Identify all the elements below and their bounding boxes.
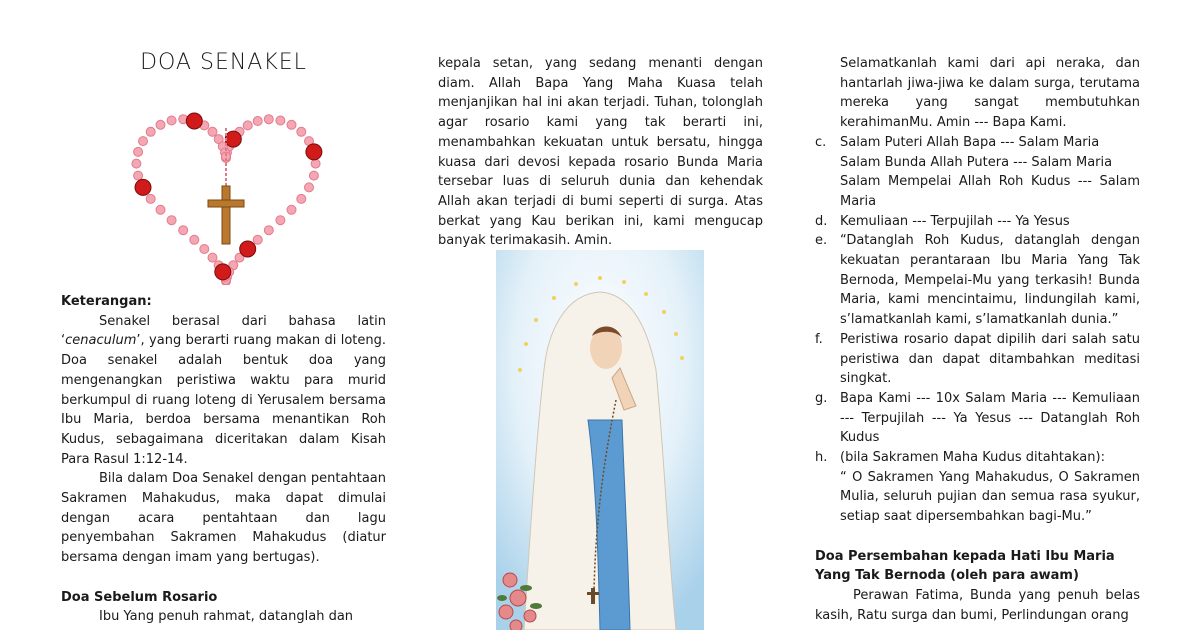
rosary-bead: [134, 147, 143, 156]
rose-icon: [306, 144, 322, 160]
rosary-bead: [156, 205, 165, 214]
rosary-bead: [190, 235, 199, 244]
rosary-bead: [179, 226, 188, 235]
rosary-bead: [146, 194, 155, 203]
page-title: DOA SENAKEL: [140, 50, 307, 75]
rosary-bead: [156, 120, 165, 129]
list-item: h. (bila Sakramen Maha Kudus ditahtakan):: [815, 450, 1105, 466]
list-item: “ O Sakramen Yang Mahakudus, O Sakramen Mulia, seluruh pujian dan semua rasa syukur, setiap saat dipersembahkan bagi-Mu.”: [840, 469, 1140, 525]
rose-icon: [240, 241, 256, 257]
rosary-heart-illustration: [116, 80, 336, 285]
list-item: Salam Bunda Allah Putera --- Salam Maria: [840, 154, 1113, 170]
rosary-bead: [297, 194, 306, 203]
list-item: e. “Datanglah Roh Kudus, datanglah dengan kekuatan perantaraan Ibu Maria Yang Tak Bernoda, Mempelai-Mu yang terkasih! Bunda Maria, kami mencintaimu, lindungilah kami, s’lamatkanlah kami, s’lamatkanlah dunia.”: [815, 233, 1140, 328]
rosary-bead: [132, 159, 141, 168]
rose-icon: [135, 179, 151, 195]
rose-icon: [215, 264, 231, 280]
senakel-paragraph: Bila dalam Doa Senakel dengan pentahtaan Sakramen Mahakudus, maka dapat dimulai dengan acara pentahtaan dan lagu penyembahan Sakramen Mahakudus (diatur bersama dengan imam yang bertugas).: [61, 471, 386, 566]
prayer-continuation-2: Selamatkanlah kami dari api neraka, dan hantarlah jiwa-jiwa ke dalam surga, terutama mereka yang sangat membutuhkan kerahimanMu. Amin --- Bapa Kami.: [840, 56, 1140, 131]
keterangan-paragraph: Senakel berasal dari bahasa latin ‘cenaculum’, yang berarti ruang makan di loteng. Doa senakel adalah bentuk doa yang mengenangkan peristiwa waktu para murid berkumpul di ruang loteng di Yerusalem bersama Ibu Maria, berdoa bersama menantikan Roh Kudus, sebagaimana diceritakan dalam Kisah Para Rasul 1:12-14.: [61, 313, 386, 467]
rosary-bead: [134, 171, 143, 180]
list-item: d. Kemuliaan --- Terpujilah --- Ya Yesus: [815, 213, 1070, 229]
rosary-bead: [297, 127, 306, 136]
rose-icon: [225, 131, 241, 147]
list-item: Salam Mempelai Allah Roh Kudus --- Salam Maria: [840, 174, 1140, 209]
persembahan-paragraph: Perawan Fatima, Bunda yang penuh belas kasih, Ratu surga dan bumi, Perlindungan orang: [815, 587, 1140, 623]
prayer-continuation: kepala setan, yang sedang menanti dengan diam. Allah Bapa Yang Maha Kuasa telah menjanjikan hal ini akan terjadi. Tuhan, tolonglah agar rosario kami yang tak berarti ini, menambahkan kekuatan untuk bersatu, hingga kuasa dari devosi kepada rosario Bunda Maria tersebar luas di seluruh dunia dan kehendak Allah akan terjadi di bumi seperti di surga. Atas berkat yang Kau berikan ini, kami mengucap banyak terimakasih. Amin.: [438, 56, 763, 249]
rosary-bead: [146, 127, 155, 136]
rosary-bead: [311, 159, 320, 168]
rosario-paragraph: Ibu Yang penuh rahmat, datanglah dan: [99, 609, 354, 625]
rosary-bead: [264, 115, 273, 124]
rosary-bead: [276, 216, 285, 225]
rosary-bead: [167, 116, 176, 125]
rosary-bead: [167, 216, 176, 225]
rosario-heading: Doa Sebelum Rosario: [61, 589, 218, 605]
rosary-bead: [139, 137, 148, 146]
rosary-bead: [287, 120, 296, 129]
rosary-bead: [208, 253, 217, 262]
rosary-bead: [253, 117, 262, 126]
rosary-bead: [264, 226, 273, 235]
rosary-bead: [208, 127, 217, 136]
rosary-bead: [243, 121, 252, 130]
persembahan-heading: Doa Persembahan kepada Hati Ibu Maria Yang Tak Bernoda (oleh para awam): [815, 548, 1115, 584]
keterangan-heading: Keterangan:: [61, 294, 152, 309]
rosary-bead: [287, 205, 296, 214]
rosary-bead: [276, 116, 285, 125]
rosary-bead: [309, 171, 318, 180]
virgin-mary-image: [496, 250, 704, 630]
cross-icon: [208, 186, 244, 244]
rosary-bead: [305, 183, 314, 192]
rosary-bead: [200, 245, 209, 254]
rose-icon: [186, 113, 202, 129]
list-item: g. Bapa Kami --- 10x Salam Maria --- Kemuliaan --- Terpujilah --- Ya Yesus --- Datanglah Roh Kudus: [815, 390, 1140, 446]
rosary-bead: [253, 235, 262, 244]
list-item: c. Salam Puteri Allah Bapa --- Salam Maria: [815, 134, 1100, 150]
list-item: f. Peristiwa rosario dapat dipilih dari salah satu peristiwa dan dapat ditambahkan meditasi singkat.: [815, 331, 1140, 387]
